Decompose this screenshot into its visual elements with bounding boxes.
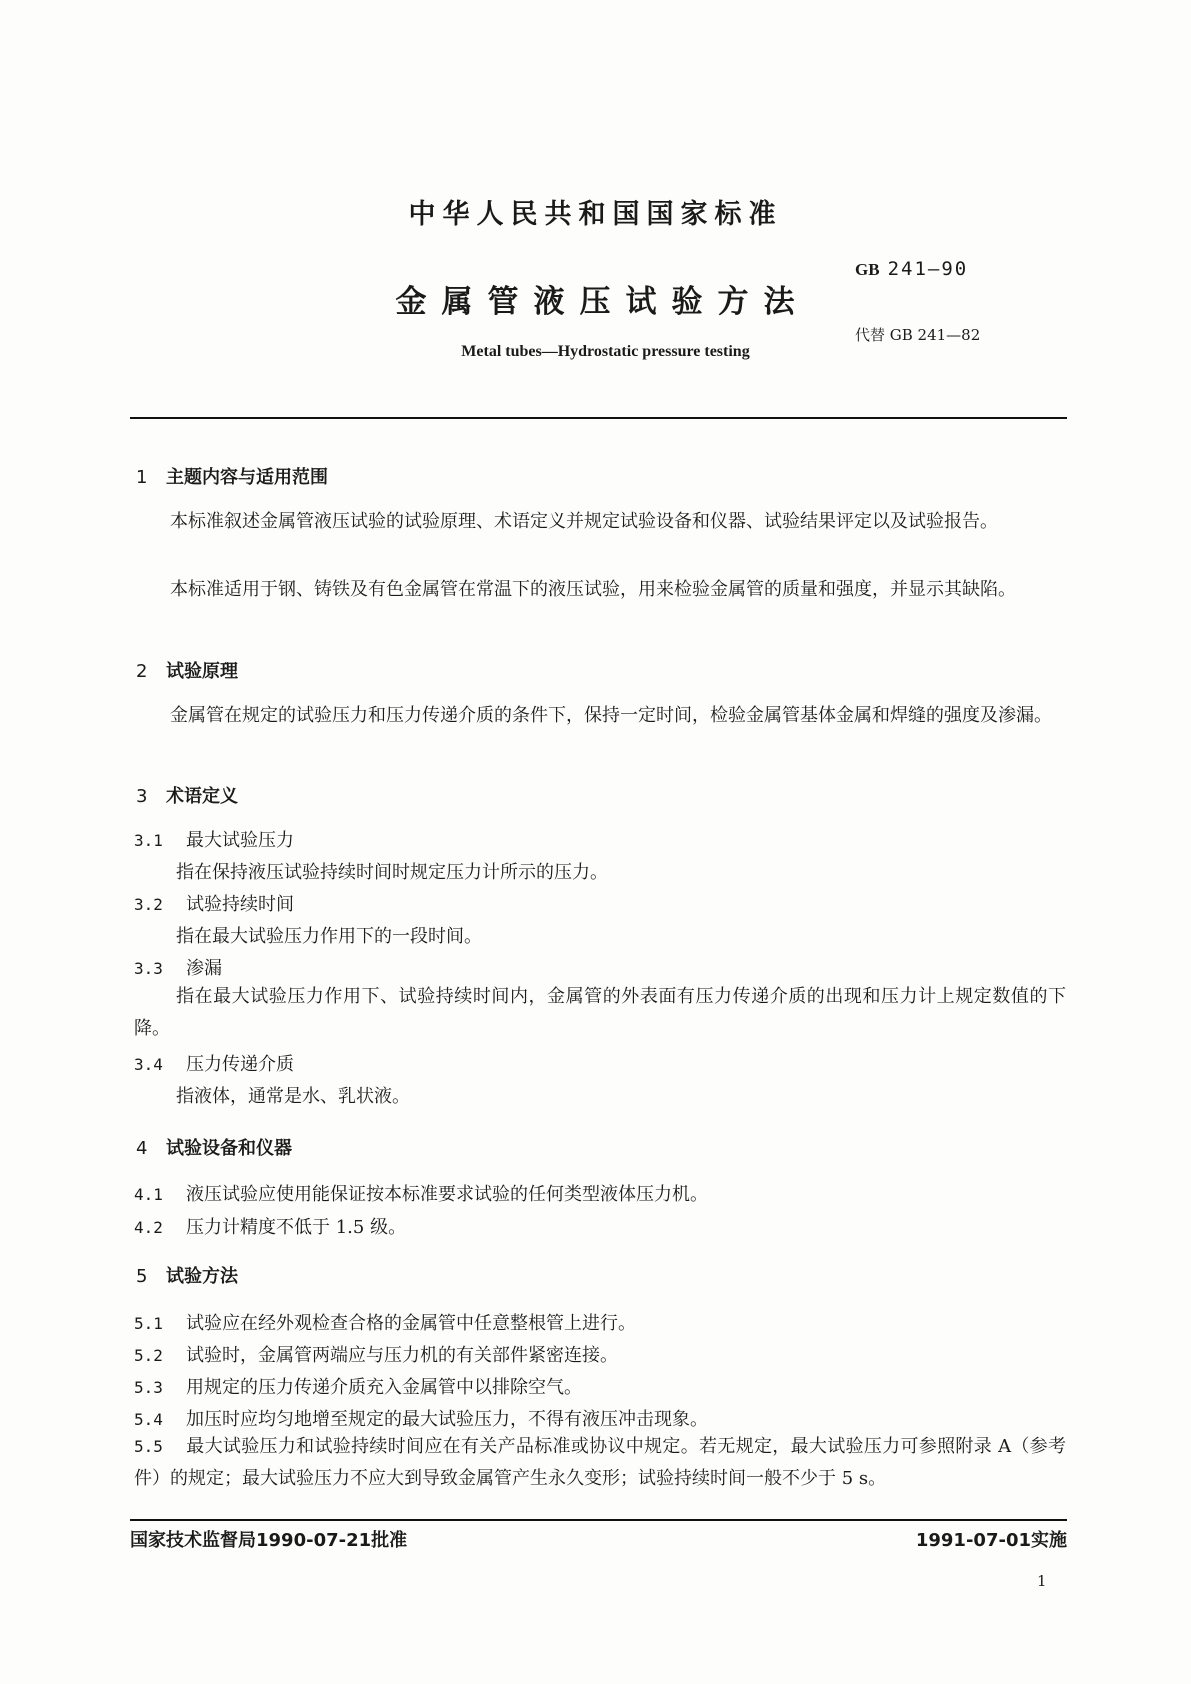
- clause-5-2: 5.2 试验时，金属管两端应与压力机的有关部件紧密连接。: [134, 1345, 618, 1366]
- clause-4-1: 4.1 液压试验应使用能保证按本标准要求试验的任何类型液体压力机。: [134, 1184, 708, 1205]
- term-3-1: 3.1 最大试验压力: [134, 830, 294, 851]
- clause-5-3: 5.3 用规定的压力传递介质充入金属管中以排除空气。: [134, 1377, 582, 1398]
- section-1-paragraph-1: 本标准叙述金属管液压试验的试验原理、术语定义并规定试验设备和仪器、试验结果评定以及试验报告。: [170, 511, 998, 532]
- term-3-1-definition: 指在保持液压试验持续时间时规定压力计所示的压力。: [176, 862, 608, 883]
- section-5-heading: 5 试验方法: [136, 1266, 238, 1287]
- clause-5-4: 5.4 加压时应均匀地增至规定的最大试验压力，不得有液压冲击现象。: [134, 1409, 708, 1430]
- section-2-heading: 2 试验原理: [136, 661, 238, 682]
- clause-4-2: 4.2 压力计精度不低于 1.5 级。: [134, 1217, 407, 1238]
- term-3-3-definition: 指在最大试验压力作用下、试验持续时间内，金属管的外表面有压力传递介质的出现和压力计上规定数值的下降。: [134, 986, 1066, 1039]
- term-3-3: 3.3 渗漏: [134, 958, 222, 979]
- section-4-heading: 4 试验设备和仪器: [136, 1138, 292, 1159]
- document-title: 金属管液压试验方法: [395, 284, 810, 320]
- term-3-2: 3.2 试验持续时间: [134, 894, 294, 915]
- section-2-paragraph-1: 金属管在规定的试验压力和压力传递介质的条件下，保持一定时间，检验金属管基体金属和焊缝的强度及渗漏。: [170, 705, 1052, 726]
- footer-divider: [130, 1519, 1067, 1521]
- national-standard-heading: 中华人民共和国国家标准: [408, 199, 783, 230]
- replaces-standard: 代替 GB 241—82: [855, 326, 981, 344]
- section-1-paragraph-2: 本标准适用于钢、铸铁及有色金属管在常温下的液压试验，用来检验金属管的质量和强度，并显示其缺陷。: [170, 579, 1016, 600]
- term-3-4: 3.4 压力传递介质: [134, 1054, 294, 1075]
- section-3-heading: 3 术语定义: [136, 786, 238, 807]
- header-divider: [130, 417, 1067, 419]
- section-1-heading: 1 主题内容与适用范围: [136, 467, 328, 488]
- clause-5-1: 5.1 试验应在经外观检查合格的金属管中任意整根管上进行。: [134, 1313, 636, 1334]
- standard-prefix: GB: [855, 260, 880, 279]
- clause-5-5: 5.5 最大试验压力和试验持续时间应在有关产品标准或协议中规定。若无规定，最大试验压力可参照附录 A（参考件）的规定；最大试验压力不应大到导致金属管产生永久变形；试验持续时间一般不少于 5 s。: [134, 1436, 1066, 1489]
- term-3-2-definition: 指在最大试验压力作用下的一段时间。: [176, 926, 482, 947]
- term-3-4-definition: 指液体，通常是水、乳状液。: [176, 1086, 410, 1107]
- standard-code: 241—90: [887, 258, 969, 280]
- approval-date: 国家技术监督局1990-07-21批准: [130, 1530, 408, 1551]
- document-subtitle-english: Metal tubes—Hydrostatic pressure testing: [461, 343, 750, 360]
- effective-date: 1991-07-01实施: [915, 1530, 1067, 1551]
- page-number: 1: [1037, 1572, 1047, 1590]
